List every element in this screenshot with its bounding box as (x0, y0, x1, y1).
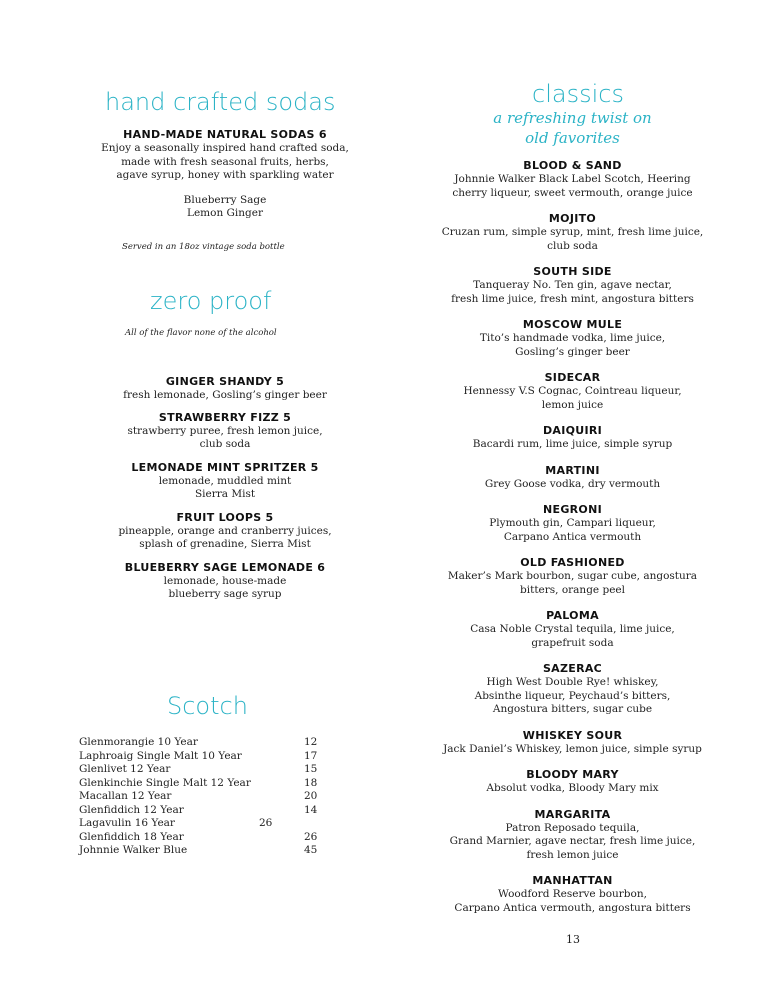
zero-proof-item: LEMONADE MINT SPRITZER 5 lemonade, muddled mint Sierra Mist (131, 460, 319, 500)
classics-list (400, 159, 745, 915)
sodas-item-name: HAND-MADE NATURAL SODAS 6 (123, 128, 327, 141)
classics-heading: classics (532, 80, 624, 108)
classics-item: MARTINI Grey Goose vodka, dry vermouth (484, 463, 661, 490)
zero-proof-item: FRUIT LOOPS 5 pineapple, orange and cranberry juices, splash of grenadine, Sierra Mist (118, 510, 332, 550)
classics-item: MOSCOW MULE Tito’s handmade vodka, lime juice, Gosling’s ginger beer (479, 318, 666, 358)
sodas-heading: hand crafted sodas (105, 88, 336, 116)
classics-item: BLOOD & SAND Johnnie Walker Black Label Scotch, Heering cherry liqueur, sweet vermouth, orange juice (452, 159, 693, 199)
classics-item: DAIQUIRI Bacardi rum, lime juice, simple syrup (472, 424, 673, 450)
flavor-item: Lemon Ginger (186, 207, 264, 219)
page-number: 13 (566, 933, 580, 946)
classics-item: NEGRONI Plymouth gin, Campari liqueur, Carpano Antica vermouth (489, 503, 656, 543)
sodas-desc: Enjoy a seasonally inspired hand crafted soda, made with fresh seasonal fruits, herbs, agave syrup, honey with sparkling water (101, 142, 349, 181)
sodas-note: Served in an 18oz vintage soda bottle (122, 242, 285, 252)
classics-item: MANHATTAN Woodford Reserve bourbon, Carpano Antica vermouth, angostura bitters (454, 874, 691, 914)
scotch-heading: Scotch (167, 692, 248, 720)
classics-item: MARGARITA Patron Reposado tequila, Grand Marnier, agave nectar, fresh lime juice, fresh lemon juice (449, 807, 696, 861)
sodas-section (60, 128, 390, 221)
classics-item: OLD FASHIONED Maker’s Mark bourbon, sugar cube, angostura bitters, orange peel (447, 556, 698, 596)
classics-item: PALOMA Casa Noble Crystal tequila, lime juice, grapefruit soda (470, 609, 675, 649)
flavor-item: Blueberry Sage (183, 193, 267, 206)
classics-item: SAZERAC High West Double Rye! whiskey, Absinthe liqueur, Peychaud’s bitters, Angostura bitters, sugar cube (474, 662, 671, 715)
classics-item: SIDECAR Hennessy V.S Cognac, Cointreau liqueur, lemon juice (463, 371, 682, 411)
zero-proof-item: GINGER SHANDY 5 fresh lemonade, Gosling’s ginger beer (123, 375, 327, 401)
sodas-flavors (60, 194, 390, 221)
classics-item: WHISKEY SOUR Jack Daniel’s Whiskey, lemon juice, simple syrup (443, 728, 702, 755)
zero-proof-list (60, 375, 390, 602)
classics-item: BLOODY MARY Absolut vodka, Bloody Mary mix (486, 768, 659, 794)
classics-item: MOJITO Cruzan rum, simple syrup, mint, fresh lime juice, club soda (441, 212, 704, 252)
classics-subheading: a refreshing twist on old favorites (493, 109, 652, 147)
classics-item: SOUTH SIDE Tanqueray No. Ten gin, agave nectar, fresh lime juice, fresh mint, angostura bitters (451, 265, 694, 305)
zero-proof-note: All of the flavor none of the alcohol (125, 328, 277, 338)
zero-proof-heading: zero proof (150, 287, 272, 315)
zero-proof-item: BLUEBERRY SAGE LEMONADE 6 lemonade, house-made blueberry sage syrup (124, 560, 326, 600)
zero-proof-item: STRAWBERRY FIZZ 5 strawberry puree, fresh lemon juice, club soda (127, 410, 323, 450)
